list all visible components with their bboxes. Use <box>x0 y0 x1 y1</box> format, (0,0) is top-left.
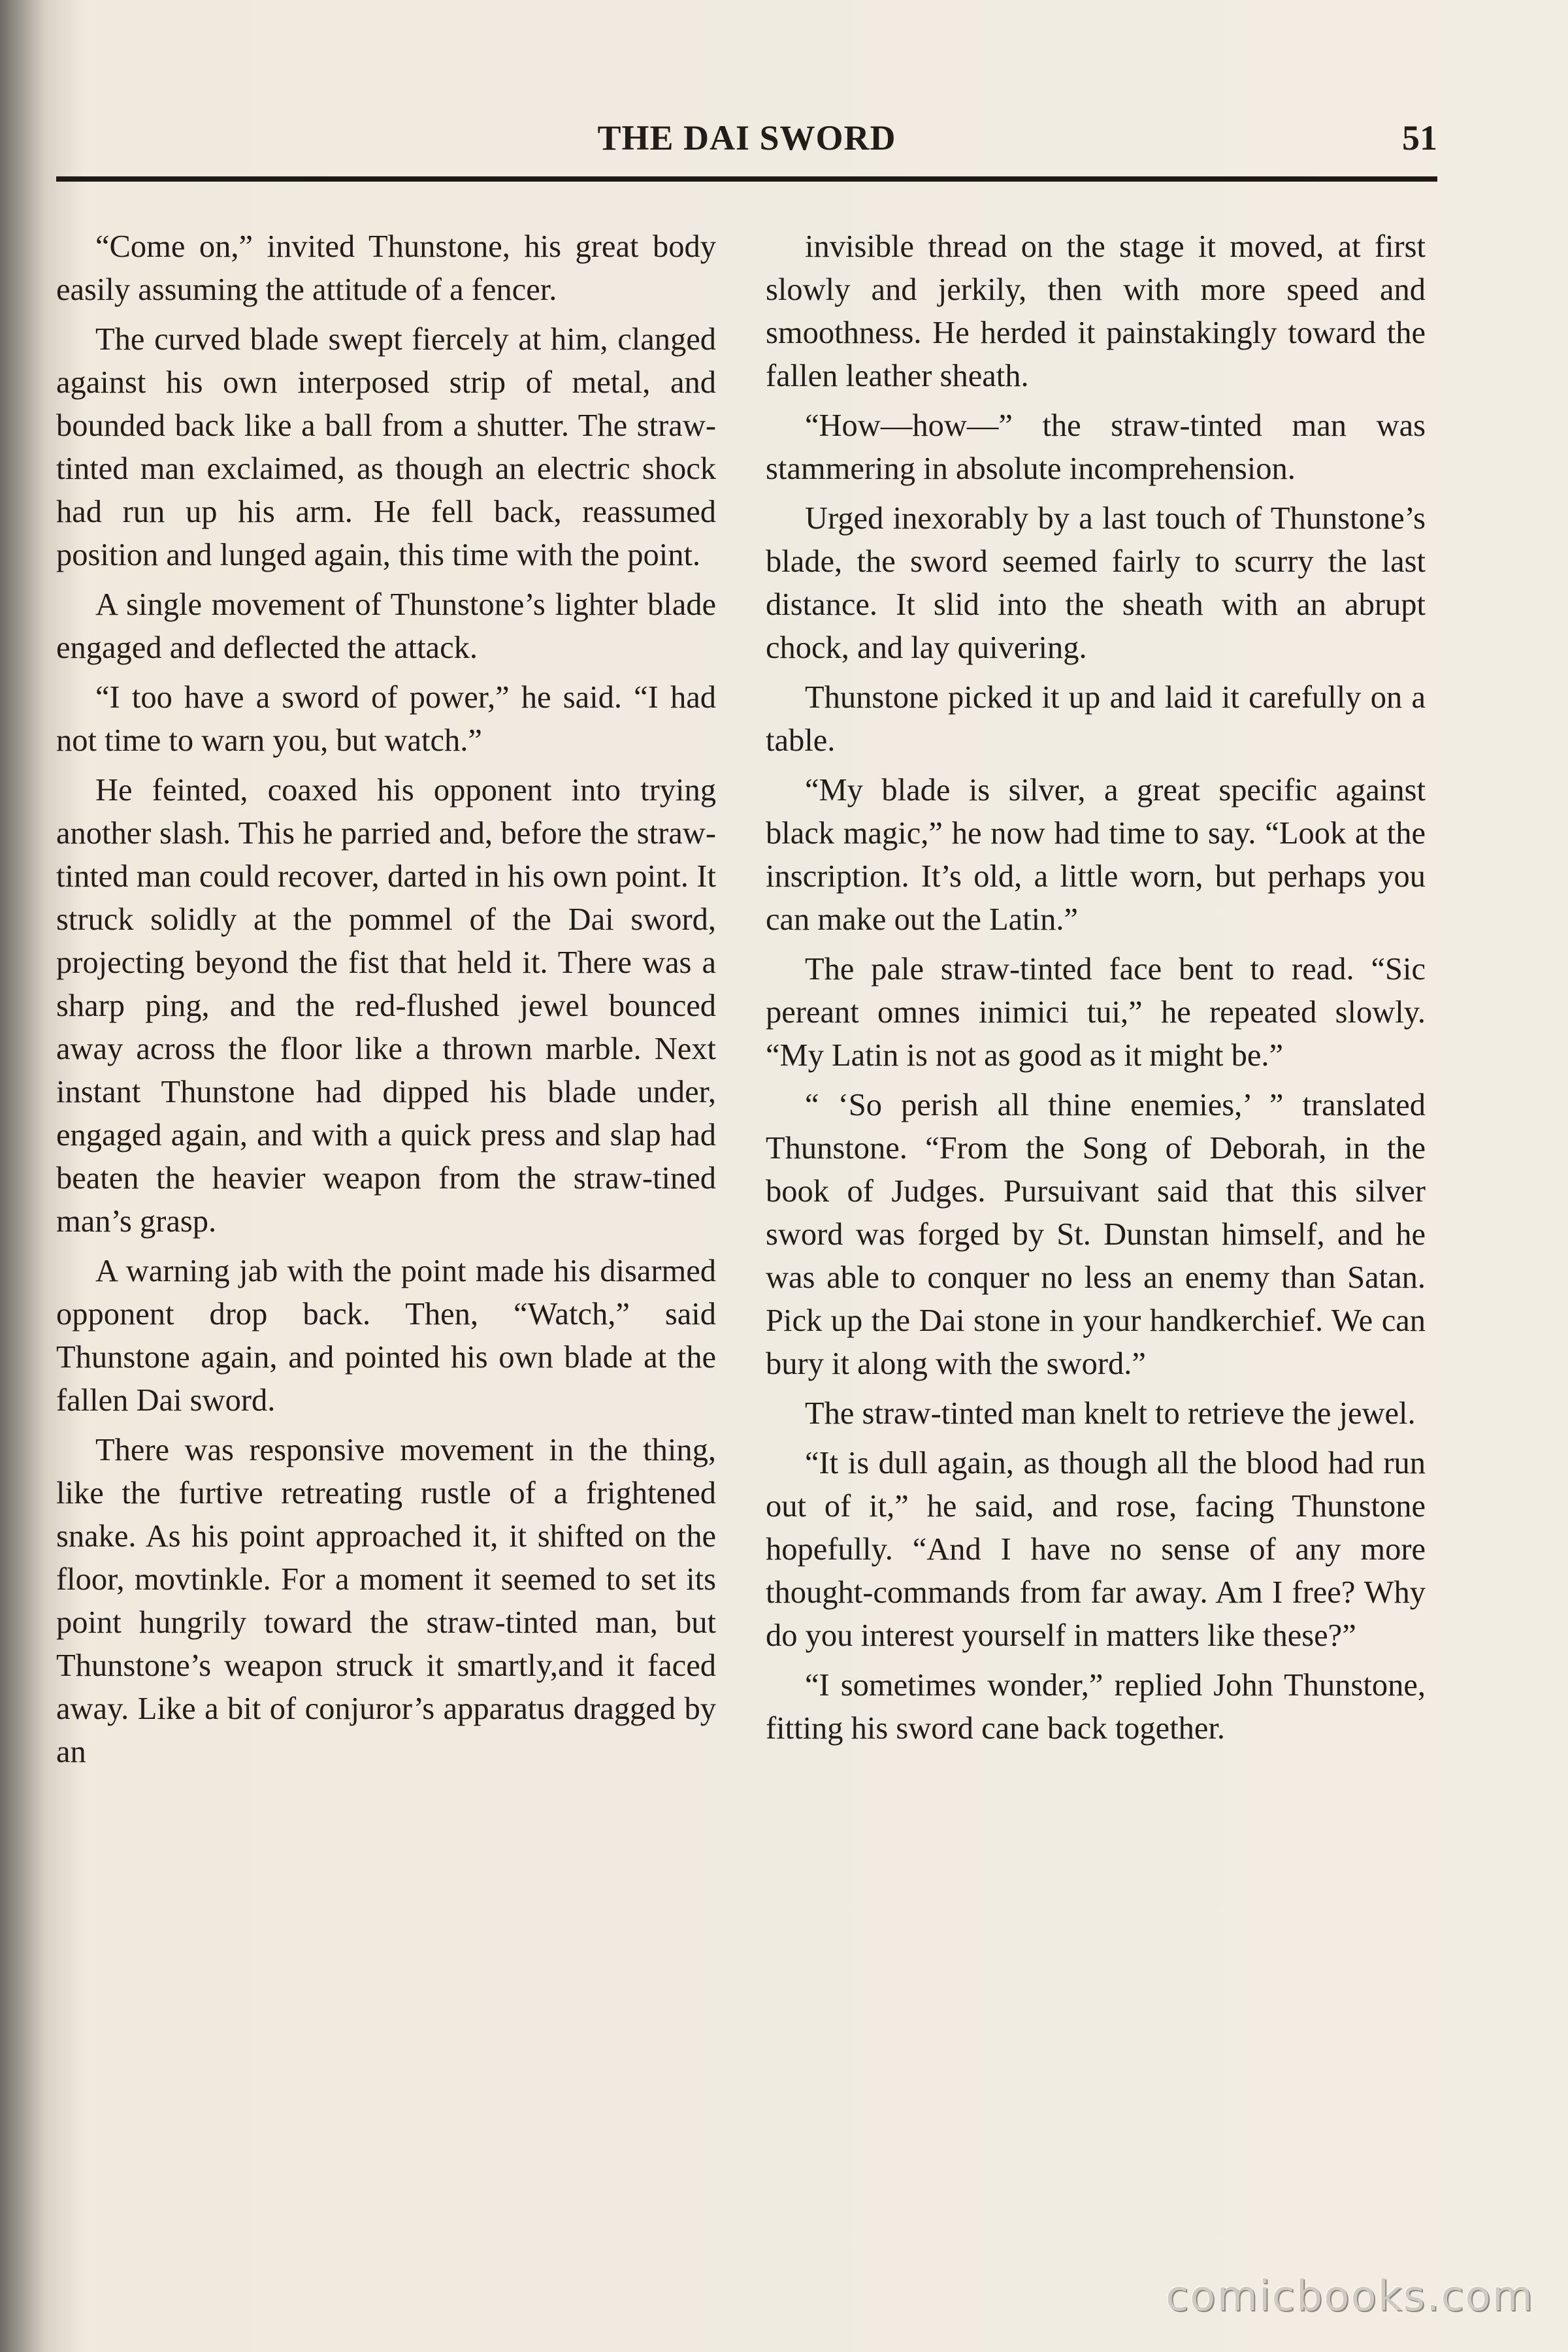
paragraph: The straw-tinted man knelt to retrieve the jewel. <box>805 1396 1416 1431</box>
watermark: comicbooks.com <box>1165 2272 1534 2321</box>
paragraph: He feinted, coaxed his opponent into trying another slash. This he parried and, before the straw-tinted man could recover, darted in his own point. It struck solidly at the pommel of the Dai sword, projecting beyond the fist that held it. There was a sharp ping, and the red-flushed jewel bounced away across the floor like a thrown marble. Next instant Thunstone had dipped his blade under, engaged again, and with a quick press and slap had beaten the heavier weapon from the straw-tined man’s grasp. <box>56 773 716 1239</box>
paragraph: Thunstone picked it up and laid it carefully on a table. <box>766 680 1426 758</box>
paragraph: A warning jab with the point made his disarmed opponent drop back. Then, “Watch,” said Thunstone again, and pointed his own blade at the fallen Dai sword. <box>56 1254 716 1418</box>
right-column <box>766 225 1426 1757</box>
paragraph: “How—how—” the straw-tinted man was stammering in absolute incomprehension. <box>766 408 1426 486</box>
paragraph: “ ‘So perish all thine enemies,’ ” translated Thunstone. “From the Song of Deborah, in the book of Judges. Pursuivant said that this silver sword was forged by St. Dunstan himself, and he was able to conquer no less an enemy than Satan. Pick up the Dai stone in your handkerchief. We can bury it along with the sword.” <box>766 1088 1426 1381</box>
paragraph: The curved blade swept fiercely at him, clanged against his own interposed strip of metal, and bounded back like a ball from a shutter. The straw-tinted man exclaimed, as though an electric shock had run up his arm. He fell back, reassumed position and lunged again, this time with the point. <box>56 322 716 572</box>
paragraph: “I sometimes wonder,” replied John Thunstone, fitting his sword cane back together. <box>766 1668 1426 1746</box>
paragraph: “I too have a sword of power,” he said. “I had not time to warn you, but watch.” <box>56 680 716 758</box>
paragraph: invisible thread on the stage it moved, at first slowly and jerkily, then with more speed and smoothness. He herded it painstakingly toward the fallen leather sheath. <box>766 229 1426 393</box>
paragraph: Urged inexorably by a last touch of Thunstone’s blade, the sword seemed fairly to scurry the last distance. It slid into the sheath with an abrupt chock, and lay quivering. <box>766 501 1426 665</box>
page-header <box>56 118 1437 182</box>
page-number: 51 <box>1402 118 1437 157</box>
paragraph: The pale straw-tinted face bent to read. “Sic pereant omnes inimici tui,” he repeated slowly. “My Latin is not as good as it might be.” <box>766 952 1426 1073</box>
paragraph: A single movement of Thunstone’s lighter blade engaged and deflected the attack. <box>56 587 716 665</box>
left-column <box>56 225 716 1780</box>
paragraph: “It is dull again, as though all the blood had run out of it,” he said, and rose, facing Thunstone hopefully. “And I have no sense of any more thought-commands from far away. Am I free? Why do you interest yourself in matters like these?” <box>766 1446 1426 1653</box>
paragraph: There was responsive movement in the thing, like the furtive retreating rustle of a frightened snake. As his point approached it, it shifted on the floor, movtinkle. For a moment it seemed to set its point hungrily toward the straw-tinted man, but Thunstone’s weapon struck it smartly,and it faced away. Like a bit of conjuror’s apparatus dragged by an <box>56 1433 716 1769</box>
paragraph: “Come on,” invited Thunstone, his great body easily assuming the attitude of a fencer. <box>56 229 716 307</box>
paragraph: “My blade is silver, a great specific against black magic,” he now had time to say. “Look at the inscription. It’s old, a little worn, but perhaps you can make out the Latin.” <box>766 773 1426 937</box>
running-title: THE DAI SWORD <box>597 118 896 157</box>
